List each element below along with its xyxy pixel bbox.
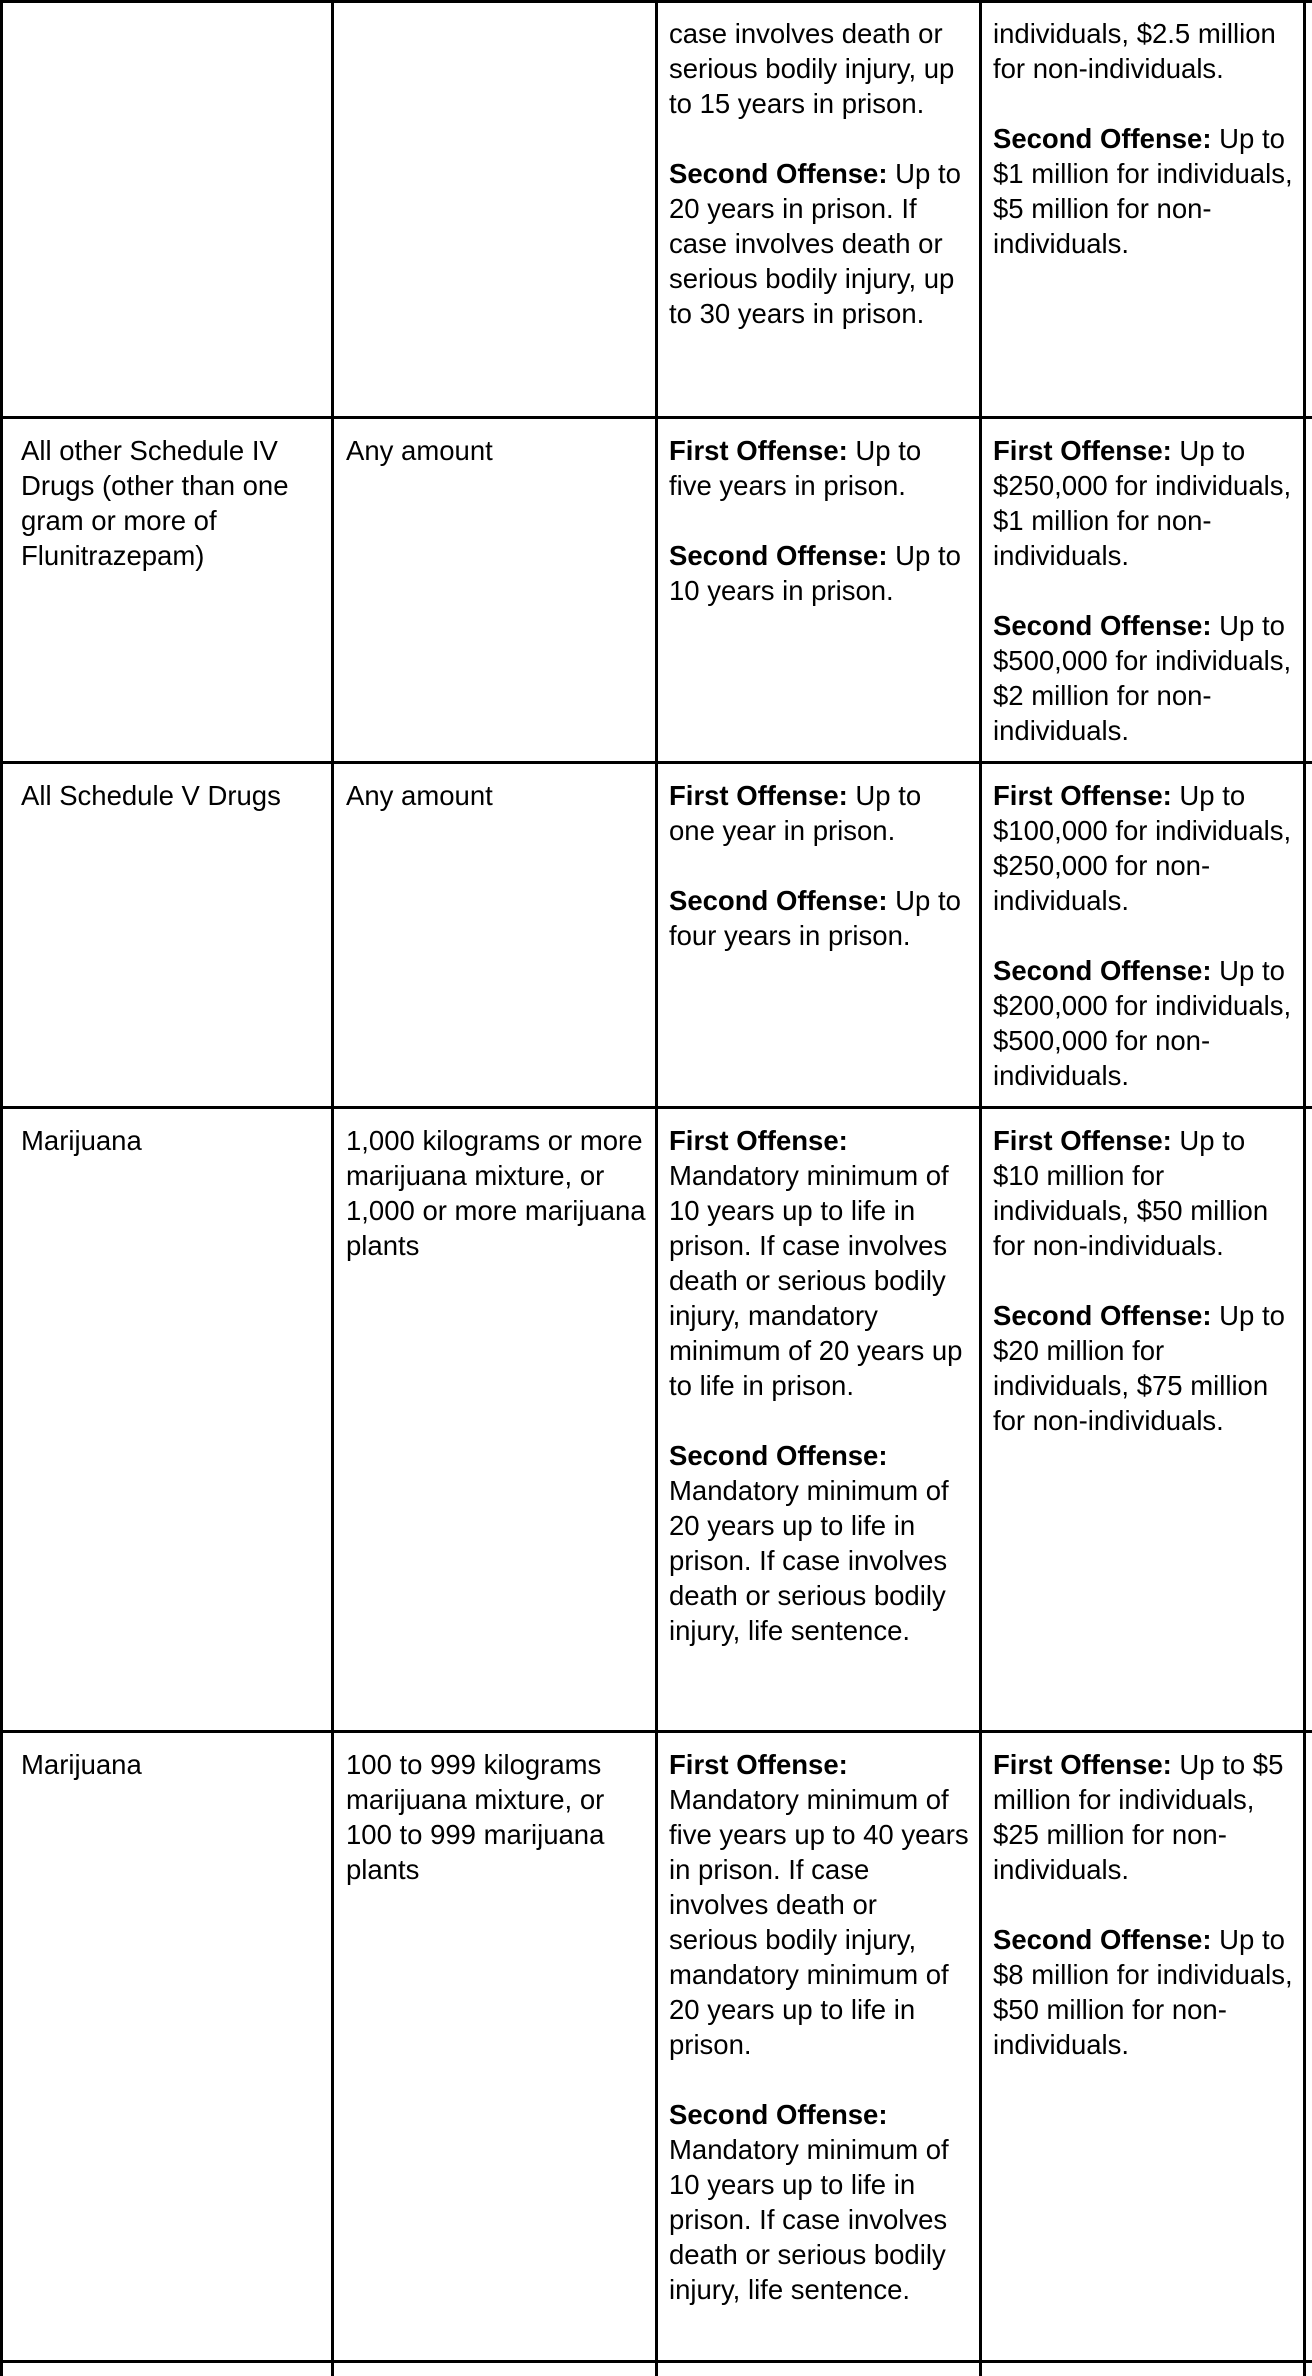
- column-divider: [655, 0, 658, 2376]
- penalty-paragraph: [669, 156, 971, 331]
- penalty-paragraph: [669, 433, 971, 503]
- offense-label: First Offense:: [669, 1749, 848, 1780]
- offense-label: First Offense:: [993, 435, 1172, 466]
- offense-text: Up to $5 million for individuals, $25 million for non-individuals.: [993, 1749, 1284, 1885]
- fine-cell: [993, 1123, 1295, 1438]
- fine-paragraph: [993, 433, 1295, 573]
- offense-text: Up to $10 million for individuals, $50 million for non-individuals.: [993, 1125, 1269, 1261]
- penalty-paragraph: [669, 1747, 971, 2062]
- penalty-paragraph: [669, 883, 971, 953]
- offense-label: Second Offense:: [993, 1924, 1212, 1955]
- fine-cell: [993, 778, 1295, 1093]
- offense-text: Up to four years in prison.: [669, 885, 961, 951]
- offense-text: Up to $20 million for individuals, $75 million for non-individuals.: [993, 1300, 1285, 1436]
- quantity-cell: Any amount: [346, 435, 493, 466]
- penalty-paragraph: [669, 778, 971, 848]
- penalty-paragraph: [669, 538, 971, 608]
- offense-text: Up to $8 million for individuals, $50 million for non-individuals.: [993, 1924, 1293, 2060]
- offense-text: Up to 20 years in prison. If case involves death or serious bodily injury, up to 30 years in prison.: [669, 158, 961, 329]
- penalty-paragraph: [669, 1438, 971, 1648]
- penalty-cell: [669, 1123, 971, 1648]
- penalty-paragraph: [669, 2097, 971, 2307]
- substance-cell: All Schedule V Drugs: [21, 780, 281, 811]
- fine-paragraph: [993, 1747, 1295, 1887]
- offense-label: Second Offense:: [669, 158, 888, 189]
- offense-label: Second Offense:: [669, 2099, 888, 2130]
- fine-paragraph: [993, 121, 1295, 261]
- offense-label: First Offense:: [669, 435, 848, 466]
- penalty-paragraph: [669, 1123, 971, 1403]
- fine-paragraph: [993, 1298, 1295, 1438]
- fine-paragraph: [993, 953, 1295, 1093]
- column-divider: [331, 0, 334, 2376]
- fine-cell: [993, 16, 1295, 261]
- offense-text: Mandatory minimum of 10 years up to life in prison. If case involves death or serious bodily injury, mandatory minimum of 20 years up to life in prison.: [669, 1160, 963, 1401]
- offense-label: Second Offense:: [669, 885, 888, 916]
- offense-text: Up to $500,000 for individuals, $2 million for non-individuals.: [993, 610, 1292, 746]
- fine-paragraph: [993, 1123, 1295, 1263]
- offense-label: First Offense:: [993, 780, 1172, 811]
- offense-text: Mandatory minimum of five years up to 40 years in prison. If case involves death or serious bodily injury, mandatory minimum of 20 years up to life in prison.: [669, 1784, 969, 2060]
- offense-label: Second Offense:: [669, 540, 888, 571]
- table-border-left: [0, 0, 3, 2376]
- substance-cell: All other Schedule IV Drugs (other than one gram or more of Flunitrazepam): [21, 435, 289, 571]
- table-border-right: [1303, 0, 1306, 2376]
- offense-text: Mandatory minimum of 20 years up to life in prison. If case involves death or serious bodily injury, life sentence.: [669, 1475, 949, 1646]
- substance-cell: Marijuana: [21, 1125, 142, 1156]
- fine-paragraph: [993, 608, 1295, 748]
- offense-text: Up to 10 years in prison.: [669, 540, 961, 606]
- offense-text: Mandatory minimum of 10 years up to life in prison. If case involves death or serious bodily injury, life sentence.: [669, 2134, 949, 2305]
- penalty-cell: [669, 1747, 971, 2307]
- offense-text: case involves death or serious bodily injury, up to 15 years in prison.: [669, 18, 955, 119]
- offense-label: First Offense:: [993, 1125, 1172, 1156]
- fine-paragraph: [993, 778, 1295, 918]
- penalty-cell: [669, 778, 971, 953]
- offense-text: individuals, $2.5 million for non-individuals.: [993, 18, 1276, 84]
- fine-cell: [993, 433, 1295, 748]
- offense-label: First Offense:: [993, 1749, 1172, 1780]
- offense-label: Second Offense:: [993, 123, 1212, 154]
- column-divider: [979, 0, 982, 2376]
- quantity-cell: 100 to 999 kilograms marijuana mixture, or 100 to 999 marijuana plants: [346, 1749, 605, 1885]
- offense-label: Second Offense:: [669, 1440, 888, 1471]
- offense-text: Up to $200,000 for individuals, $500,000 for non-individuals.: [993, 955, 1292, 1091]
- offense-label: Second Offense:: [993, 955, 1212, 986]
- quantity-cell: 1,000 kilograms or more marijuana mixture, or 1,000 or more marijuana plants: [346, 1125, 646, 1261]
- substance-cell: Marijuana: [21, 1749, 142, 1780]
- offense-text: Up to $100,000 for individuals, $250,000 for non-individuals.: [993, 780, 1292, 916]
- offense-label: Second Offense:: [993, 1300, 1212, 1331]
- penalty-cell: [669, 16, 971, 331]
- offense-text: Up to $250,000 for individuals, $1 million for non-individuals.: [993, 435, 1292, 571]
- fine-paragraph: [993, 16, 1295, 86]
- offense-text: Up to $1 million for individuals, $5 million for non-individuals.: [993, 123, 1293, 259]
- quantity-cell: Any amount: [346, 780, 493, 811]
- fine-paragraph: [993, 1922, 1295, 2062]
- offense-label: Second Offense:: [993, 610, 1212, 641]
- penalty-cell: [669, 433, 971, 608]
- offense-label: First Offense:: [669, 1125, 848, 1156]
- offense-label: First Offense:: [669, 780, 848, 811]
- offense-text: Up to five years in prison.: [669, 435, 922, 501]
- offense-text: Up to one year in prison.: [669, 780, 922, 846]
- penalty-paragraph: [669, 16, 971, 121]
- fine-cell: [993, 1747, 1295, 2062]
